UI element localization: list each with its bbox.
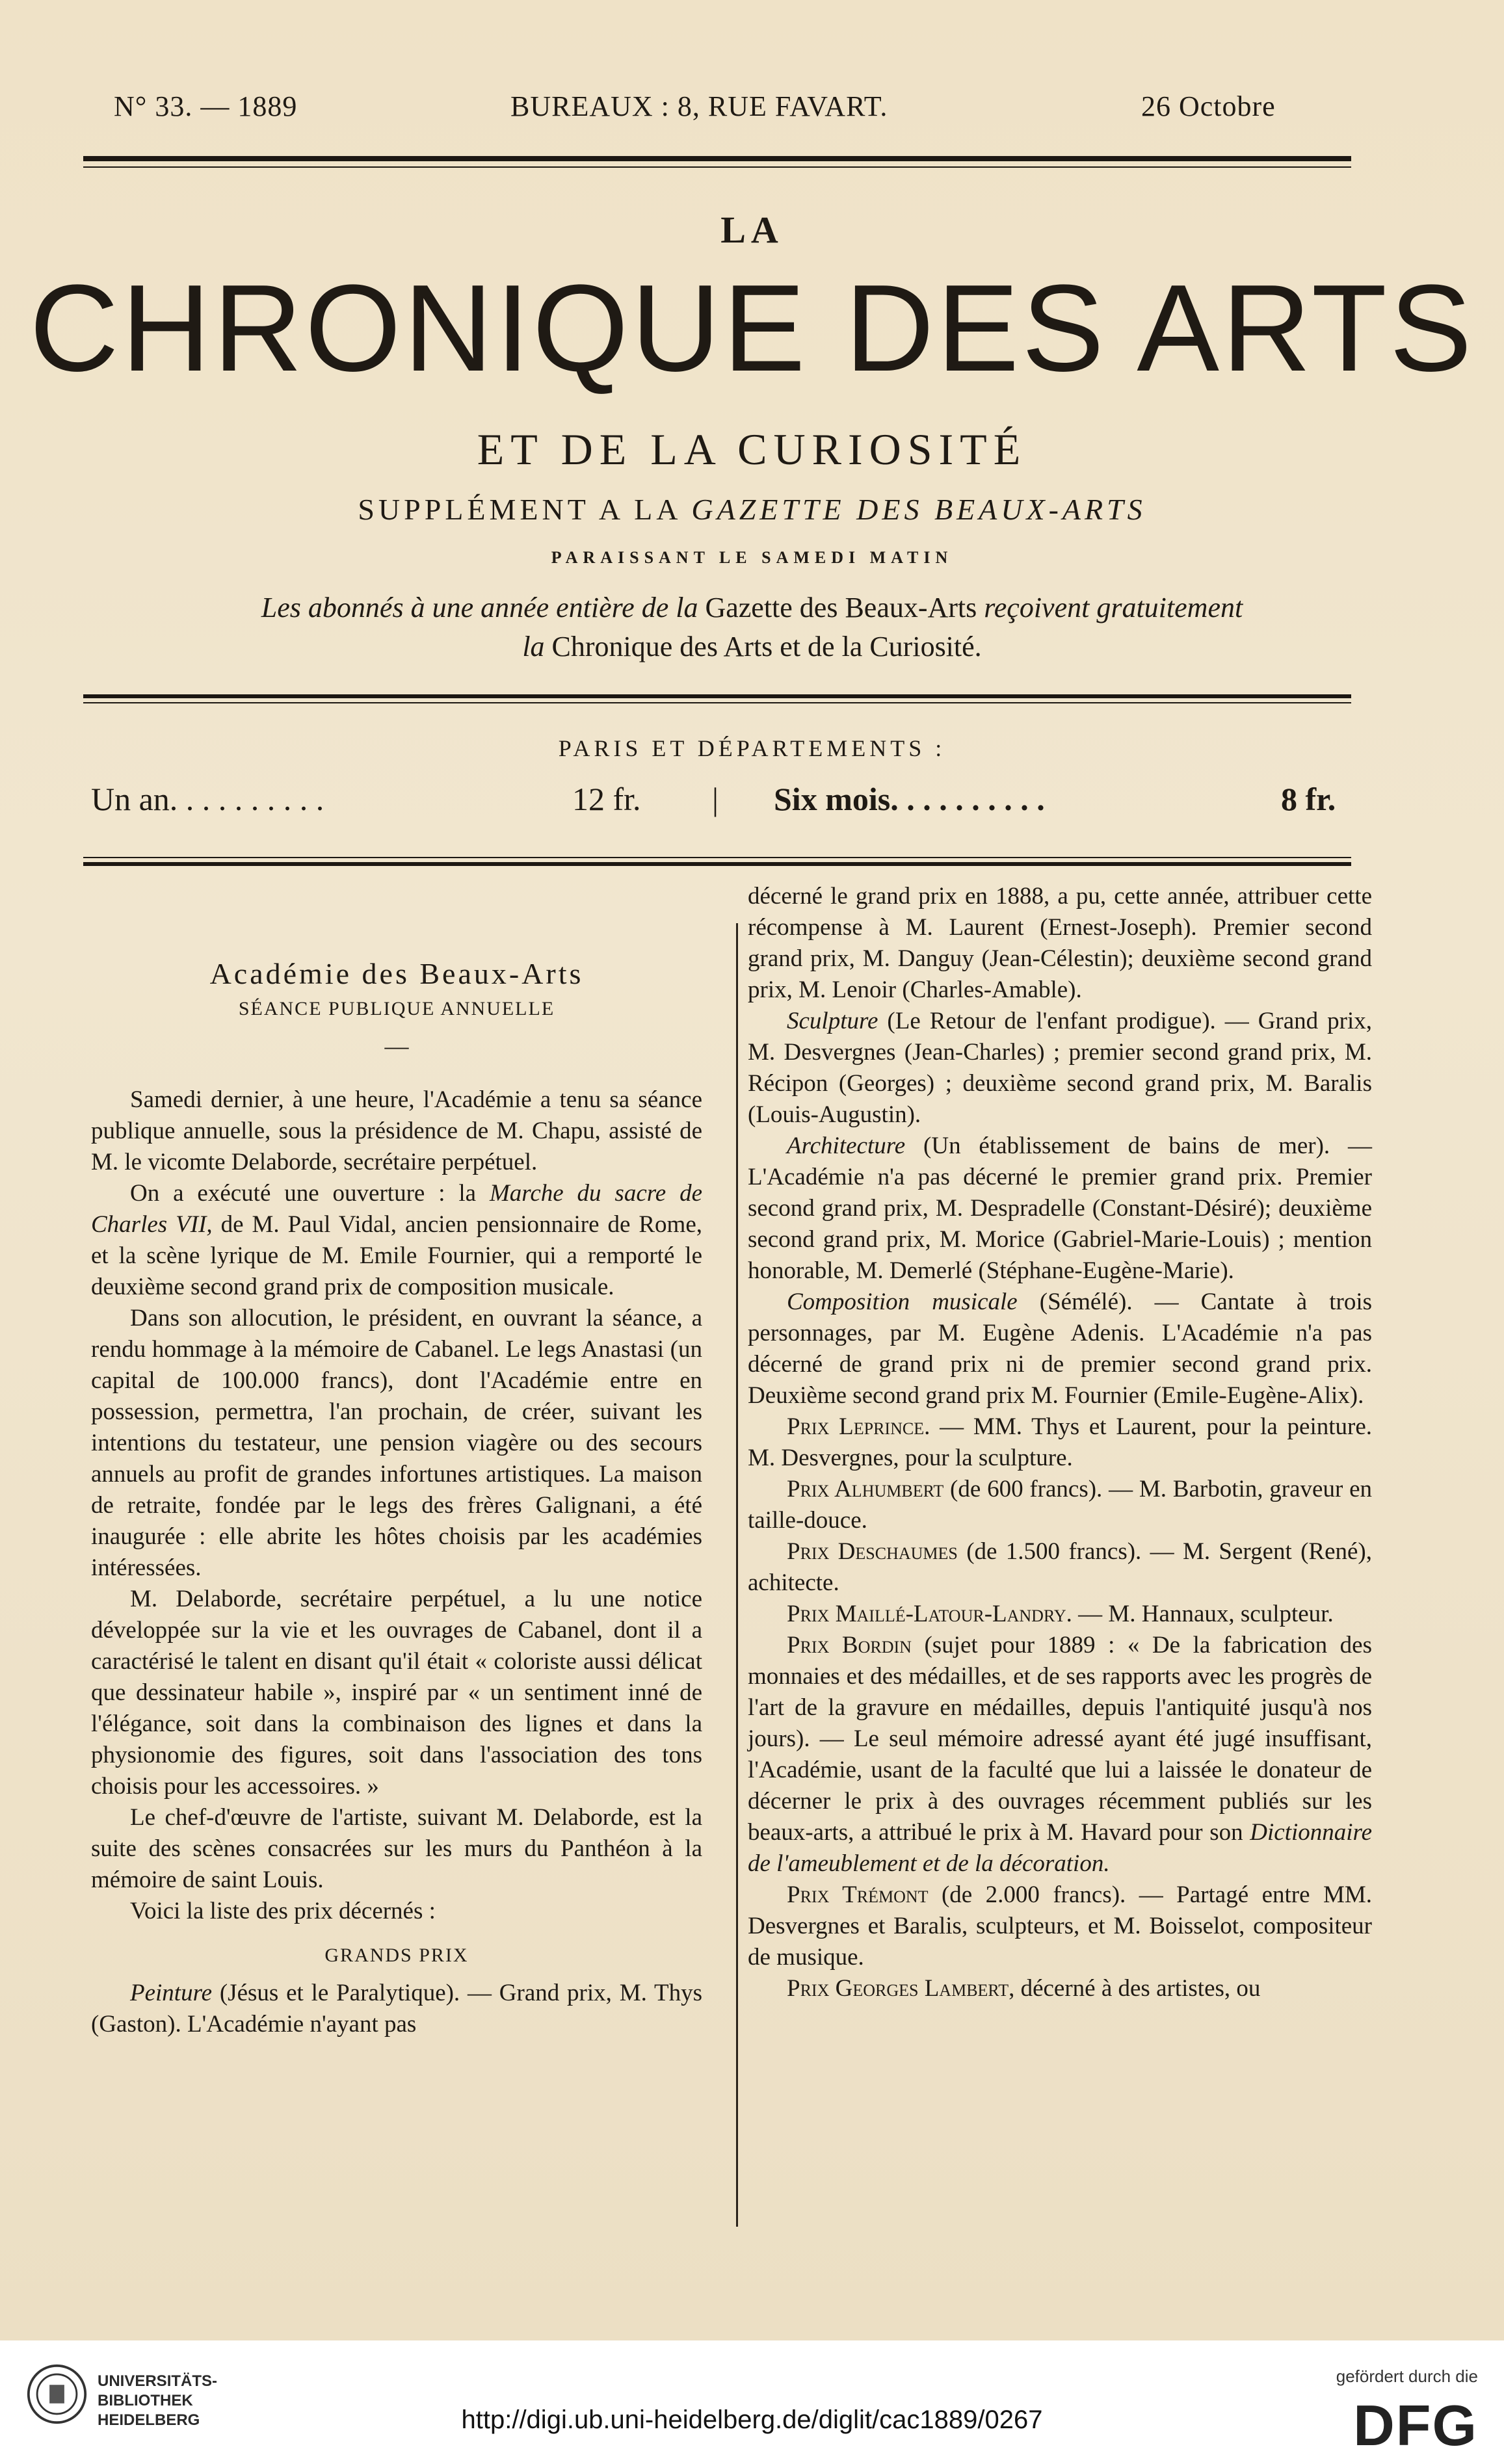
notice-text-1: Les abonnés à une année entière de la — [261, 592, 698, 623]
paragraph-6: Voici la liste des prix décernés : — [130, 1898, 436, 1924]
permalink-url[interactable]: http://digi.ub.uni-heidelberg.de/diglit/cac1889/0267 — [461, 2405, 1043, 2434]
uni-line-3: HEIDELBERG — [98, 2411, 200, 2429]
subscriber-notice — [0, 588, 1504, 666]
r5-prize: Prix Leprince. — [787, 1413, 930, 1440]
r7-text: (de 1.500 francs). — M. Sergent (René), achitecte. — [748, 1538, 1373, 1596]
issue-date: 26 Octobre — [1141, 90, 1276, 122]
right-paragraph-5 — [748, 1411, 1372, 1474]
supplement-prefix: SUPPLÉMENT A LA — [358, 493, 680, 526]
price-six-months-value: 8 fr. — [1281, 781, 1336, 817]
masthead-supplement — [0, 492, 1504, 527]
paragraph-7 — [91, 1978, 702, 2040]
paragraph-3: Dans son allocution, le président, en ouvrant la séance, a rendu hommage à la mémoire de Cabanel. Le legs Anastasi (un capital de 100.000 francs), dont l'Académie entre en possession, permettra, l'an prochain, de créer, suivant les intentions du testateur, une pension viagère ou des secours annuels au profit de grandes infortunes artistiques. La maison de retraite, fondée par le legs des frères Galignani, a été inaugurée : elle abrite les hôtes choisis par les académies intéressées. — [91, 1305, 702, 1581]
r11-text: décerné à des artistes, ou — [1020, 1975, 1261, 2002]
paragraph-5: Le chef-d'œuvre de l'artiste, suivant M. Delaborde, est la suite des scènes consacrées sur les murs du Panthéon à la mémoire de saint Louis. — [91, 1804, 702, 1893]
r2-category: Sculpture — [787, 1008, 878, 1034]
masthead-la: LA — [720, 209, 784, 251]
subscription-rule-thin — [83, 857, 1351, 858]
notice-text-4: la — [522, 631, 545, 662]
subscription-rule-thick — [83, 862, 1351, 866]
p7-text: (Jésus et le Paralytique). — Grand prix, M. Thys (Gaston). L'Académie n'ayant pas — [91, 1980, 703, 2038]
price-separator: | — [712, 781, 719, 817]
p7-category: Peinture — [130, 1980, 213, 2006]
article-title: Académie des Beaux-Arts — [209, 957, 584, 990]
notice-text-2: Gazette des Beaux-Arts — [705, 592, 977, 623]
right-paragraph-11 — [748, 1973, 1372, 2004]
r3-category: Architecture — [787, 1133, 906, 1159]
subscription-heading: PARIS ET DÉPARTEMENTS : — [558, 735, 946, 761]
r10-text: (de 2.000 francs). — Partagé entre MM. Desvergnes et Baralis, sculpteurs, et M. Boisselot, compositeur de musique. — [748, 1881, 1373, 1971]
r8-prize: Prix Maillé-Latour-Landry. — [787, 1601, 1072, 1627]
r9-book-title: Dictionnaire de l'ameublement et de la décoration. — [748, 1819, 1373, 1877]
r4-category: Composition musicale — [787, 1289, 1018, 1315]
price-six-months-label: Six mois. . . . . . . . . . — [774, 781, 1045, 817]
price-year-value: 12 fr. — [572, 781, 641, 817]
right-paragraph-7 — [748, 1536, 1372, 1599]
digitization-footer — [0, 2340, 1504, 2464]
dfg-logo: DFG — [1353, 2393, 1478, 2457]
right-paragraph-9 — [748, 1630, 1372, 1880]
r9-prize: Prix Bordin — [787, 1632, 912, 1658]
r2-text: (Le Retour de l'enfant prodigue). — Grand prix, M. Desvergnes (Jean-Charles) ; premier second grand prix, M. Récipon (Georges) ; deuxième second grand prix, M. Baralis (Louis-Augustin). — [748, 1008, 1373, 1128]
r6-prize: Prix Alhumbert — [787, 1476, 944, 1502]
right-paragraph-8 — [748, 1599, 1372, 1630]
dfg-label: gefördert durch die — [1336, 2366, 1478, 2386]
right-paragraph-1: décerné le grand prix en 1888, a pu, cette année, attribuer cette récompense à M. Laurent (Ernest-Joseph). Premier second grand prix, M. Danguy (Jean-Célestin); deuxième second grand prix, M. Lenoir (Charles-Amable). — [748, 883, 1372, 1003]
right-paragraph-4 — [748, 1287, 1372, 1411]
issue-number: N° 33. — 1889 — [114, 90, 298, 122]
r10-prize: Prix Trémont — [787, 1881, 929, 1908]
r6-text: (de 600 francs). — M. Barbotin, graveur en taille-douce. — [748, 1476, 1372, 1534]
r9-text: (sujet pour 1889 : « De la fabrication des monnaies et des médailles, et de ses rapports avec les progrès de l'art de la gravure en médailles, depuis l'antiquité jusqu'à nos jours). — Le seul mémoire adressé ayant été jugé insuffisant, l'Académie, usant de la faculté que lui a laissée le donateur de décerner le prix à des ouvrages récemment publiés sur les beaux-arts, a attribué le prix à M. Havard pour son — [748, 1632, 1372, 1846]
paragraph-4: M. Delaborde, secrétaire perpétuel, a lu une notice développée sur la vie et les ouvrages de Cabanel, dont il a caractérisé le talent en disant qu'il était « coloriste aussi délicat que dessinateur habile », inspiré par « un sentiment inné de l'élégance, soit dans la combinaison des lignes et dans la physionomie des figures, soit dans l'association des tons choisis pour les accessoires. » — [91, 1586, 702, 1800]
uni-line-2: BIBLIOTHEK — [98, 2392, 193, 2409]
paragraph-2 — [91, 1178, 702, 1303]
header-rule-thin — [83, 166, 1351, 168]
masthead-subtitle: ET DE LA CURIOSITÉ — [477, 425, 1027, 474]
r11-prize: Prix Georges Lambert, — [787, 1975, 1015, 2002]
header-rule-thick — [83, 156, 1351, 161]
price-year-label: Un an. . . . . . . . . . — [91, 781, 324, 817]
paragraph-1: Samedi dernier, à une heure, l'Académie a tenu sa séance publique annuelle, sous la présidence de M. Chapu, assisté de M. le vicomte Delaborde, secrétaire perpétuel. — [91, 1086, 702, 1175]
masthead-title: CHRONIQUE DES ARTS — [29, 259, 1475, 397]
right-paragraph-10 — [748, 1880, 1372, 1973]
masthead-rule-thin — [83, 702, 1351, 703]
notice-text-5: Chronique des Arts et de la Curiosité. — [551, 631, 982, 662]
notice-text-3: reçoivent gratuitement — [984, 592, 1243, 623]
bureaux-address: BUREAUX : 8, RUE FAVART. — [510, 90, 888, 122]
publication-schedule: PARAISSANT LE SAMEDI MATIN — [551, 548, 953, 567]
right-paragraph-6 — [748, 1474, 1372, 1536]
r5-text: — MM. Thys et Laurent, pour la peinture. M. Desvergnes, pour la sculpture. — [748, 1413, 1373, 1471]
left-column — [91, 894, 702, 2040]
article-dash: — — [384, 1033, 409, 1060]
right-paragraph-2 — [748, 1006, 1372, 1131]
r4-text: (Sémélé). — Cantate à trois personnages, par M. Eugène Adenis. L'Académie n'a pas décerné de grand prix ni de premier second grand prix. Deuxième second grand prix M. Fournier (Emile-Eugène-Alix). — [748, 1289, 1372, 1409]
p2-text-a: On a exécuté une ouverture : la — [130, 1180, 477, 1207]
supplement-gazette: GAZETTE DES BEAUX-ARTS — [691, 493, 1146, 526]
uni-line-1: UNIVERSITÄTS- — [98, 2372, 218, 2390]
r8-text: — M. Hannaux, sculpteur. — [1078, 1601, 1334, 1627]
r7-prize: Prix Deschaumes — [787, 1538, 958, 1565]
masthead-rule-thick — [83, 694, 1351, 698]
p2-title: Marche du sacre de Charles VII, — [91, 1180, 702, 1238]
p2-text-c: de M. Paul Vidal, ancien pensionnaire de Rome, et la scène lyrique de M. Emile Fournier, qui a remporté le deuxième second grand prix de composition musicale. — [91, 1211, 703, 1300]
article-subtitle: SÉANCE PUBLIQUE ANNUELLE — [238, 998, 555, 1019]
right-paragraph-3 — [748, 1131, 1372, 1287]
column-divider — [736, 923, 738, 2227]
grands-prix-heading: GRANDS PRIX — [324, 1945, 469, 1966]
r3-text: (Un établissement de bains de mer). — L'Académie n'a pas décerné le premier grand prix. Premier second grand prix, M. Despradelle (Constant-Désiré); deuxième second grand prix, M. Morice (Gabriel-Marie-Louis) ; mention honorable, M. Demerlé (Stéphane-Eugène-Marie). — [748, 1133, 1373, 1284]
right-column — [748, 881, 1372, 2004]
